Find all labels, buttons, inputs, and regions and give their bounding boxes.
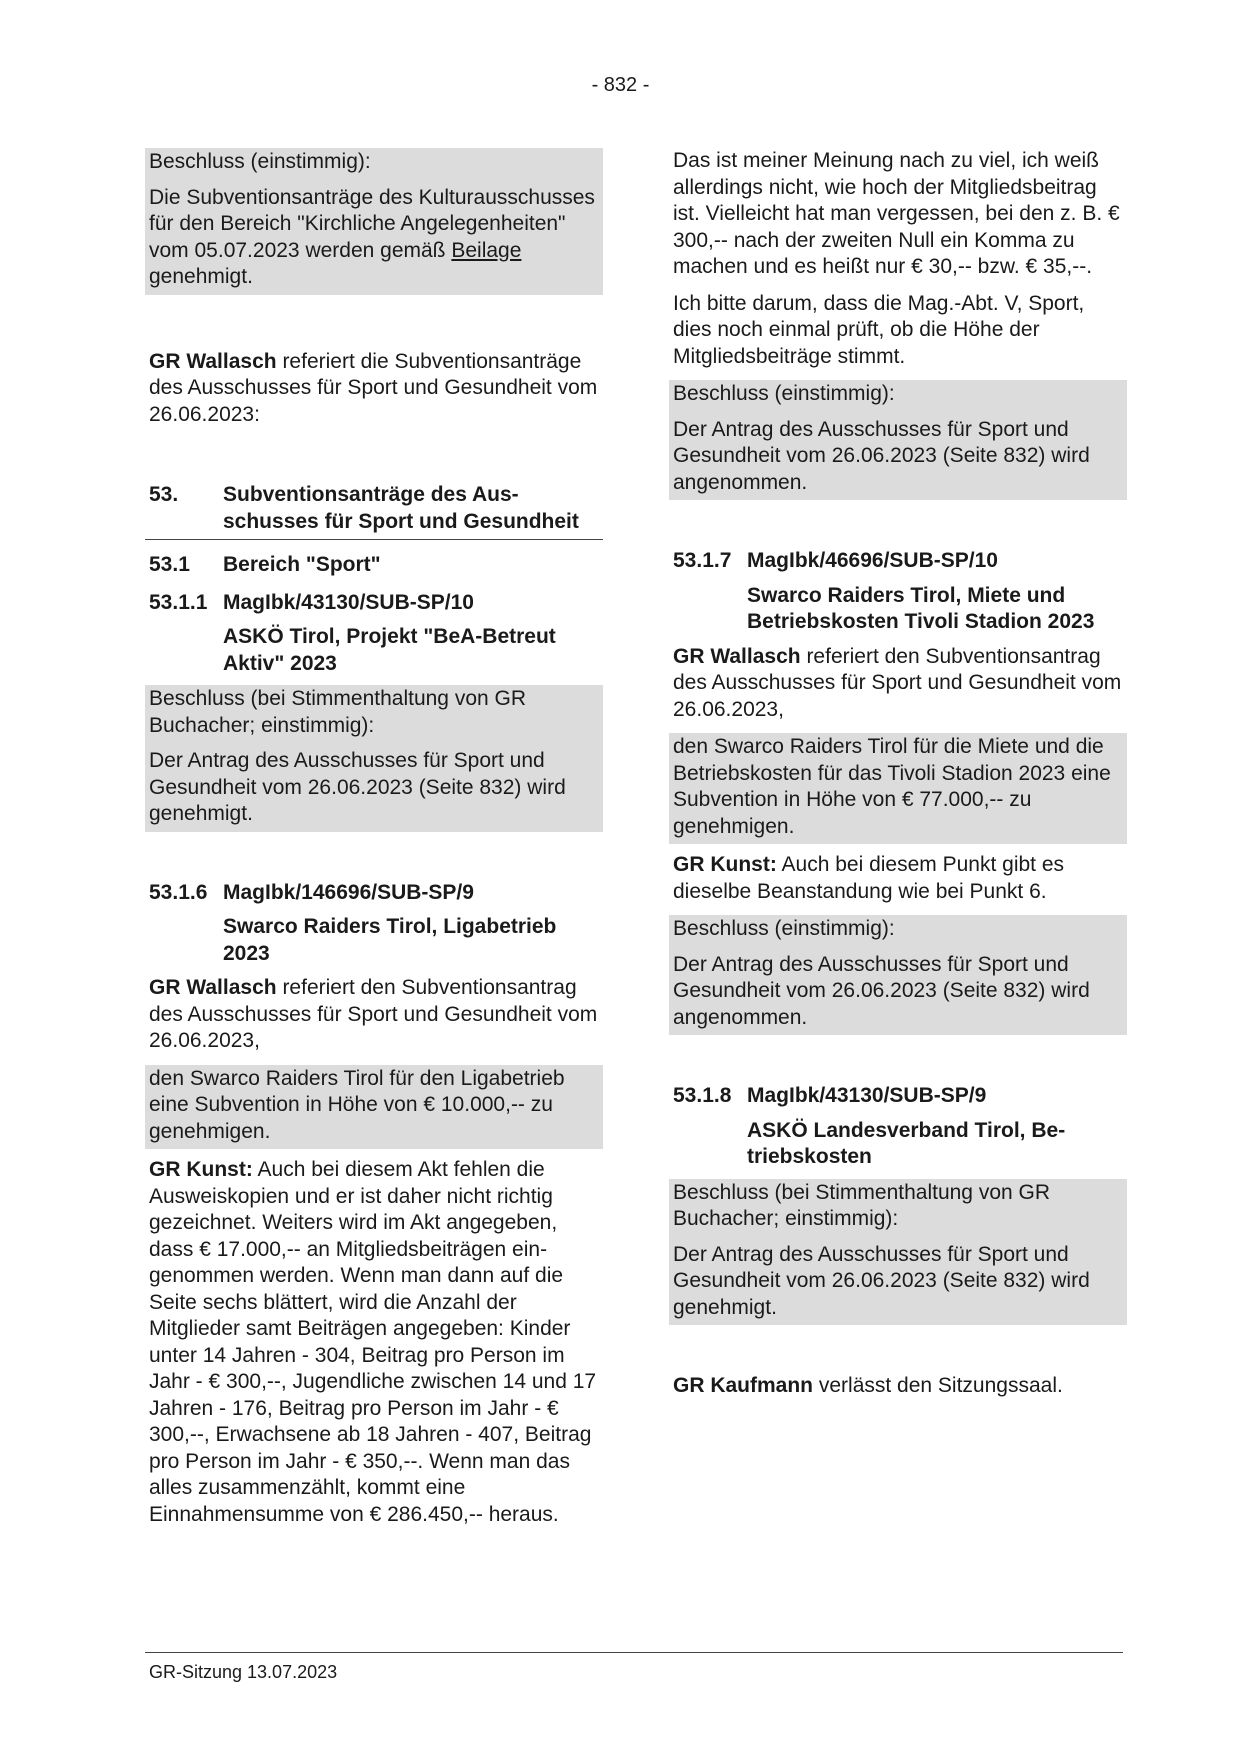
intro-paragraph: GR Wallasch referiert den Subventionsantrag des Ausschusses für Sport und Gesundheit vom 26.06.2023, <box>149 976 598 1052</box>
item-title: ASKÖ Landesverband Tirol, Betriebskosten <box>747 1118 1066 1168</box>
beschluss-header: Beschluss (einstimmig): <box>673 917 895 940</box>
speaker-name: GR Kaufmann <box>673 1374 814 1397</box>
statement-paragraph: GR Kunst: Auch bei diesem Punkt gibt es dieselbe Beanstandung wie bei Punkt 6. <box>673 853 1065 903</box>
beschluss-header: Beschluss (bei Stimmenthaltung von GR Buchacher; einstimmig): <box>673 1180 1051 1230</box>
proposal-box <box>669 733 1127 844</box>
statement-paragraph: Das ist meiner Meinung nach zu viel, ich weiß allerdings nicht, wie hoch der Mitgliedsbeitrag ist. Vielleicht hat man vergessen, bei den z. B. € 300,-- nach der zweiten Null ein Komma zu machen und es heißt nur € 30,-- bzw. € 35,--. <box>673 149 1120 278</box>
beschluss-text: Der Antrag des Ausschusses für Sport und Gesundheit vom 26.06.2023 (Seite 832) wird genehmigt. <box>149 749 566 825</box>
section-number: 53. <box>149 483 179 506</box>
proposal-text: den Swarco Raiders Tirol für die Miete und die Betriebskosten für das Tivoli Stadion 2023 eine Subvention in Höhe von € 77.000,-- zu genehmigen. <box>673 735 1111 838</box>
left-column <box>145 148 603 1538</box>
proposal-box <box>145 1065 603 1150</box>
intro-paragraph: GR Wallasch referiert die Subventionsanträge des Ausschusses für Sport und Gesundheit vom 26.06.2023: <box>149 349 598 426</box>
speaker-name: GR Wallasch <box>149 976 277 999</box>
beschluss-text: Der Antrag des Ausschusses für Sport und Gesundheit vom 26.06.2023 (Seite 832) wird angenommen. <box>673 952 1090 1029</box>
beschluss-header: Beschluss (bei Stimmenthaltung von GR Buchacher; einstimmig): <box>149 687 527 737</box>
speaker-name: GR Kunst: <box>673 853 777 876</box>
closing-paragraph: GR Kaufmann verlässt den Sitzungssaal. <box>673 1374 1063 1397</box>
item-heading: 53.1 Bereich "Sport" <box>149 553 381 576</box>
item-heading: 53.1.8 MagIbk/43130/SUB-SP/9 <box>673 1084 987 1107</box>
beschluss-header: Beschluss (einstimmig): <box>149 150 371 173</box>
footer-text: GR-Sitzung 13.07.2023 <box>149 1662 338 1682</box>
item-title: Swarco Raiders Tirol, Ligabetrieb 2023 <box>223 915 557 965</box>
beschluss-text: Der Antrag des Ausschusses für Sport und Gesundheit vom 26.06.2023 (Seite 832) wird genehmigt. <box>673 1242 1090 1319</box>
beschluss-text: Der Antrag des Ausschusses für Sport und Gesundheit vom 26.06.2023 (Seite 832) wird angenommen. <box>673 417 1090 494</box>
beschluss-box <box>145 148 603 295</box>
intro-paragraph: GR Wallasch referiert den Subventionsantrag des Ausschusses für Sport und Gesundheit vom 26.06.2023, <box>673 644 1122 721</box>
item-heading: 53.1.6 MagIbk/146696/SUB-SP/9 <box>149 880 474 904</box>
right-column <box>669 148 1127 1410</box>
footer-divider <box>145 1652 1123 1653</box>
beschluss-box <box>669 915 1127 1035</box>
beschluss-box <box>669 380 1127 500</box>
proposal-text: den Swarco Raiders Tirol für den Ligabetrieb eine Subvention in Höhe von € 10.000,-- zu genehmigen. <box>149 1066 565 1143</box>
speaker-name: GR Kunst: <box>149 1158 253 1181</box>
item-heading: 53.1.7 MagIbk/46696/SUB-SP/10 <box>673 549 998 572</box>
beilage-link[interactable]: Beilage <box>451 238 522 262</box>
section-title: Subventionsanträge des Ausschusses für Sport und Gesundheit <box>223 483 579 533</box>
item-title: Swarco Raiders Tirol, Miete und Betriebskosten Tivoli Stadion 2023 <box>747 583 1095 633</box>
section-heading <box>145 482 603 540</box>
beschluss-header: Beschluss (einstimmig): <box>673 382 895 405</box>
speaker-name: GR Wallasch <box>149 349 277 373</box>
item-title: ASKÖ Tirol, Projekt "BeA-Betreut Aktiv" 2023 <box>223 625 556 675</box>
page-number: - 832 - <box>591 74 650 96</box>
speaker-name: GR Wallasch <box>673 644 801 668</box>
beschluss-text: Die Subventionsanträge des Kulturausschusses für den Bereich "Kirchliche Angelegenheiten" vom 05.07.2023 werden gemäß Beilage genehmigt. <box>149 185 595 288</box>
statement-paragraph: GR Kunst: Auch bei diesem Akt fehlen die Ausweiskopien und er ist daher nicht richtig gezeichnet. Weiters wird im Akt angegeben, dass € 17.000,-- an Mitgliedsbeiträgen eingenommen werden. Wenn man dann auf die Seite sechs blättert, wird die Anzahl der Mitglieder samt Beiträgen angegeben: Kinder unter 14 Jahren - 304, Beitrag pro Person im Jahr - € 300,--, Jugendliche zwischen 14 und 17 Jahren - 176, Beitrag pro Person im Jahr - € 300,--, Erwachsene ab 18 Jahren - 407, Beitrag pro Person im Jahr - € 350,--. Wenn man das alles zusammenzählt, kommt eine Einnahmensumme von € 286.450,-- heraus. <box>149 1158 597 1526</box>
beschluss-box <box>669 1179 1127 1326</box>
item-heading: 53.1.1 MagIbk/43130/SUB-SP/10 <box>149 590 474 614</box>
beschluss-box <box>145 685 603 832</box>
statement-paragraph: Ich bitte darum, dass die Mag.-Abt. V, Sport, dies noch einmal prüft, ob die Höhe der Mitgliedsbeiträge stimmt. <box>673 291 1085 368</box>
